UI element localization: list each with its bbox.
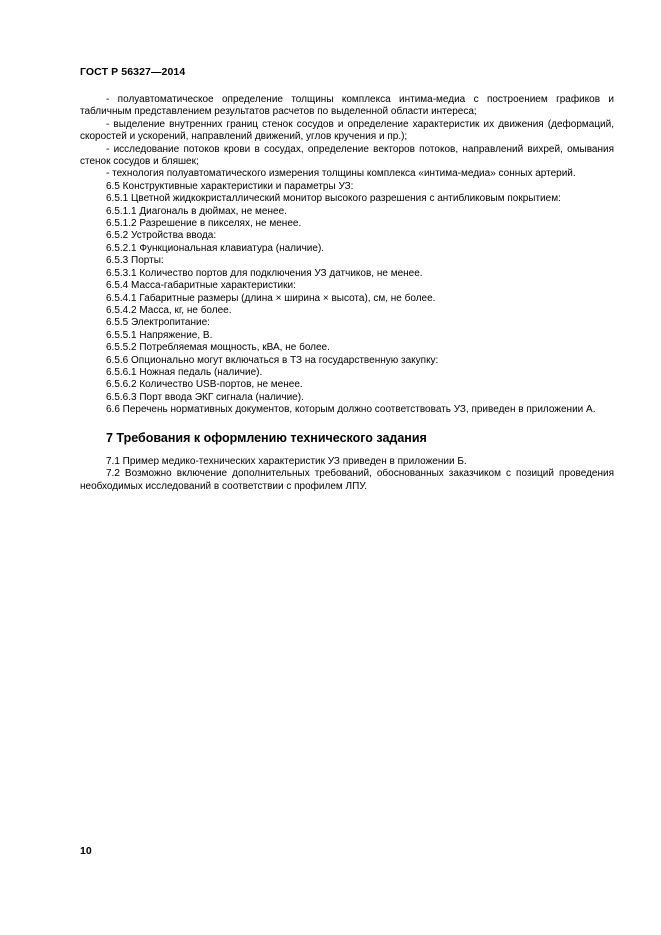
paragraph: 6.5.2 Устройства ввода: bbox=[106, 230, 217, 242]
paragraph: 6.5.6.2 Количество USB-портов, не менее. bbox=[106, 379, 303, 391]
paragraph: 6.5.6.3 Порт ввода ЭКГ сигнала (наличие). bbox=[106, 391, 304, 403]
paragraph: 6.5.1 Цветной жидкокристаллический монитор высокого разрешения с антибликовым покрытием: bbox=[106, 193, 561, 205]
paragraph: 6.6 Перечень нормативных документов, которым должно соответствовать УЗ, приведен в приложении А. bbox=[106, 404, 596, 416]
page-number: 10 bbox=[80, 845, 92, 857]
paragraph: 7.1 Пример медико-технических характеристик УЗ приведен в приложении Б. bbox=[106, 455, 467, 467]
paragraph: 6.5.5 Электропитание: bbox=[106, 317, 210, 329]
document-header: ГОСТ Р 56327—2014 bbox=[80, 66, 186, 78]
paragraph: 6.5.2.1 Функциональная клавиатура (наличие). bbox=[106, 242, 325, 254]
paragraph: 6.5.6.1 Ножная педаль (наличие). bbox=[106, 366, 263, 378]
paragraph: 6.5.1.1 Диагональ в дюймах, не менее. bbox=[106, 205, 287, 217]
paragraph: - выделение внутренних границ стенок сосудов и определение характеристик их движения (деформаций, скоростей и ускорений, направлений движений, углов кручения и пр.); bbox=[80, 118, 614, 143]
paragraph: 7.2 Возможно включение дополнительных требований, обоснованных заказчиком с позиций проведения необходимых исследований в соответствии с профилем ЛПУ. bbox=[80, 468, 614, 492]
paragraph: 6.5.4 Масса-габаритные характеристики: bbox=[106, 280, 296, 292]
paragraph: 6.5.3.1 Количество портов для подключения УЗ датчиков, не менее. bbox=[106, 267, 423, 279]
paragraph: 6.5 Конструктивные характеристики и параметры УЗ: bbox=[106, 180, 354, 192]
paragraph: 6.5.4.2 Масса, кг, не более. bbox=[106, 304, 232, 316]
paragraph: 6.5.6 Опционально могут включаться в ТЗ на государственную закупку: bbox=[106, 354, 439, 366]
paragraph: - полуавтоматическое определение толщины комплекса интима-медиа с построением графиков и табличным представлением результатов расчетов по выделенной области интереса; bbox=[80, 94, 614, 118]
section-heading: 7 Требования к оформлению технического задания bbox=[106, 430, 427, 445]
paragraph: 6.5.4.1 Габаритные размеры (длина × ширина × высота), см, не более. bbox=[106, 292, 436, 304]
paragraph: 6.5.1.2 Разрешение в пикселях, не менее. bbox=[106, 218, 302, 230]
paragraph: 6.5.5.1 Напряжение, В. bbox=[106, 329, 213, 341]
paragraph: - технология полуавтоматического измерения толщины комплекса «интима-медиа» сонных артерий. bbox=[106, 168, 576, 180]
paragraph: 6.5.5.2 Потребляемая мощность, кВА, не более. bbox=[106, 342, 330, 354]
paragraph: 6.5.3 Порты: bbox=[106, 255, 164, 267]
page-content bbox=[80, 94, 614, 493]
paragraph: - исследование потоков крови в сосудах, определение векторов потоков, направлений вихрей, омывания стенок сосудов и бляшек; bbox=[80, 143, 614, 168]
